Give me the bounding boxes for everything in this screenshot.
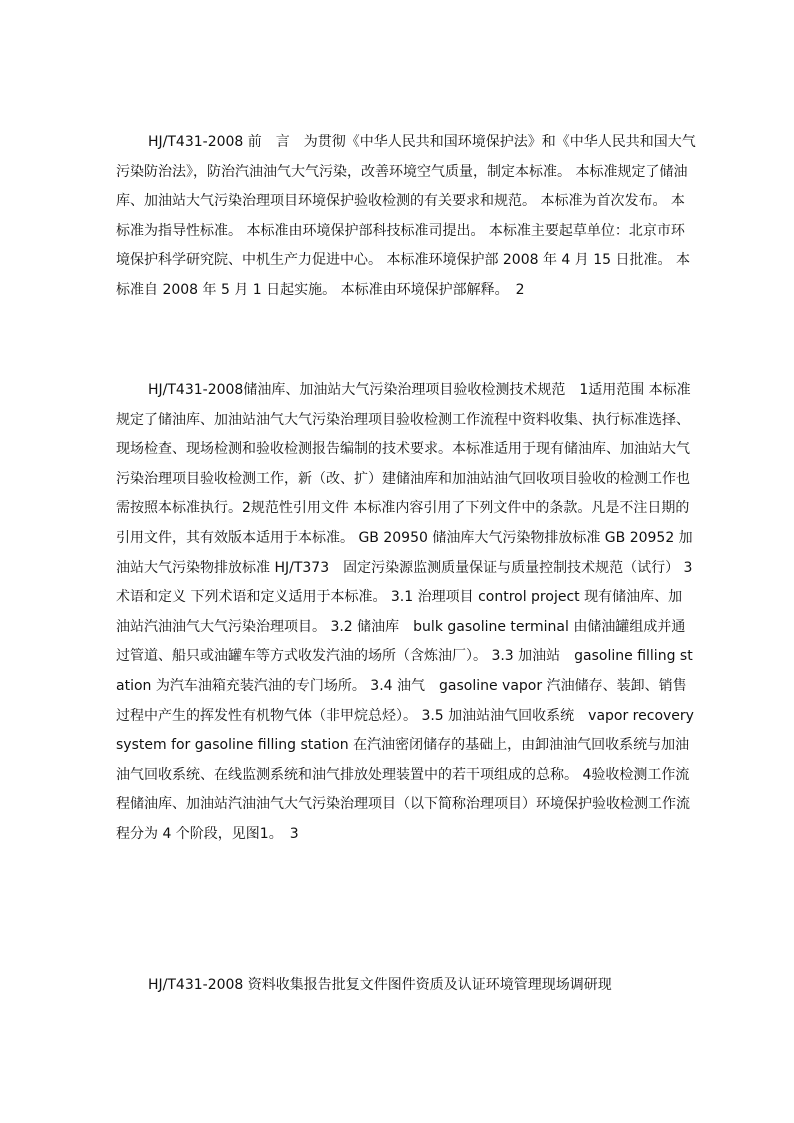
paragraph-technical-specification: [116, 376, 696, 850]
paragraph-technical-specification-text: HJ/T431-2008储油库、加油站大气污染治理项目验收检测技术规范 1适用范围 本标准规定了储油库、加油站油气大气污染治理项目验收检测工作流程中资料收集、执行标准选择、现场检查、现场检测和验收检测报告编制的技术要求。本标准适用于现有储油库、加油站大气污染治理项目验收检测工作，新（改、扩）建储油库和加油站油气回收项目验收的检测工作也需按照本标准执行。2规范性引用文件 本标准内容引用了下列文件中的条款。凡是不注日期的引用文件，其有效版本适用于本标准。 GB 20950 储油库大气污染物排放标准 GB 20952 加油站大气污染物排放标准 HJ/T373 固定污染源监测质量保证与质量控制技术规范（试行） 3 术语和定义 下列术语和定义适用于本标准。 3.1 治理项目 control project 现有储油库、加油站汽油油气大气污染治理项目。 3.2 储油库 bulk gasoline terminal 由储油罐组成并通过管道、船只或油罐车等方式收发汽油的场所（含炼油厂）。 3.3 加油站 gasoline filling station 为汽车油箱充装汽油的专门场所。 3.4 油气 gasoline vapor 汽油储存、装卸、销售过程中产生的挥发性有机物气体（非甲烷总烃）。 3.5 加油站油气回收系统 vapor recovery system for gasoline filling station 在汽油密闭储存的基础上，由卸油油气回收系统与加油油气回收系统、在线监测系统和油气排放处理装置中的若干项组成的总称。 4验收检测工作流程储油库、加油站汽油油气大气污染治理项目（以下简称治理项目）环境保护验收检测工作流程分为 4 个阶段，见图1。 3: [116, 382, 694, 842]
paragraph-foreword: [116, 128, 696, 306]
paragraph-foreword-text: HJ/T431-2008 前 言 为贯彻《中华人民共和国环境保护法》和《中华人民共和国大气污染防治法》，防治汽油油气大气污染，改善环境空气质量，制定本标准。 本标准规定了储油库、加油站大气污染治理项目环境保护验收检测的有关要求和规范。 本标准为首次发布。 本标准为指导性标准。 本标准由环境保护部科技标准司提出。 本标准主要起草单位：北京市环境保护科学研究院、中机生产力促进中心。 本标准环境保护部 2008 年 4 月 15 日批准。 本标准自 2008 年 5 月 1 日起实施。 本标准由环境保护部解释。 2: [116, 134, 696, 298]
paragraph-flowchart-items-text: HJ/T431-2008 资料收集报告批复文件图件资质及认证环境管理现场调研现: [148, 977, 612, 993]
paragraph-flowchart-items: [116, 971, 696, 1001]
